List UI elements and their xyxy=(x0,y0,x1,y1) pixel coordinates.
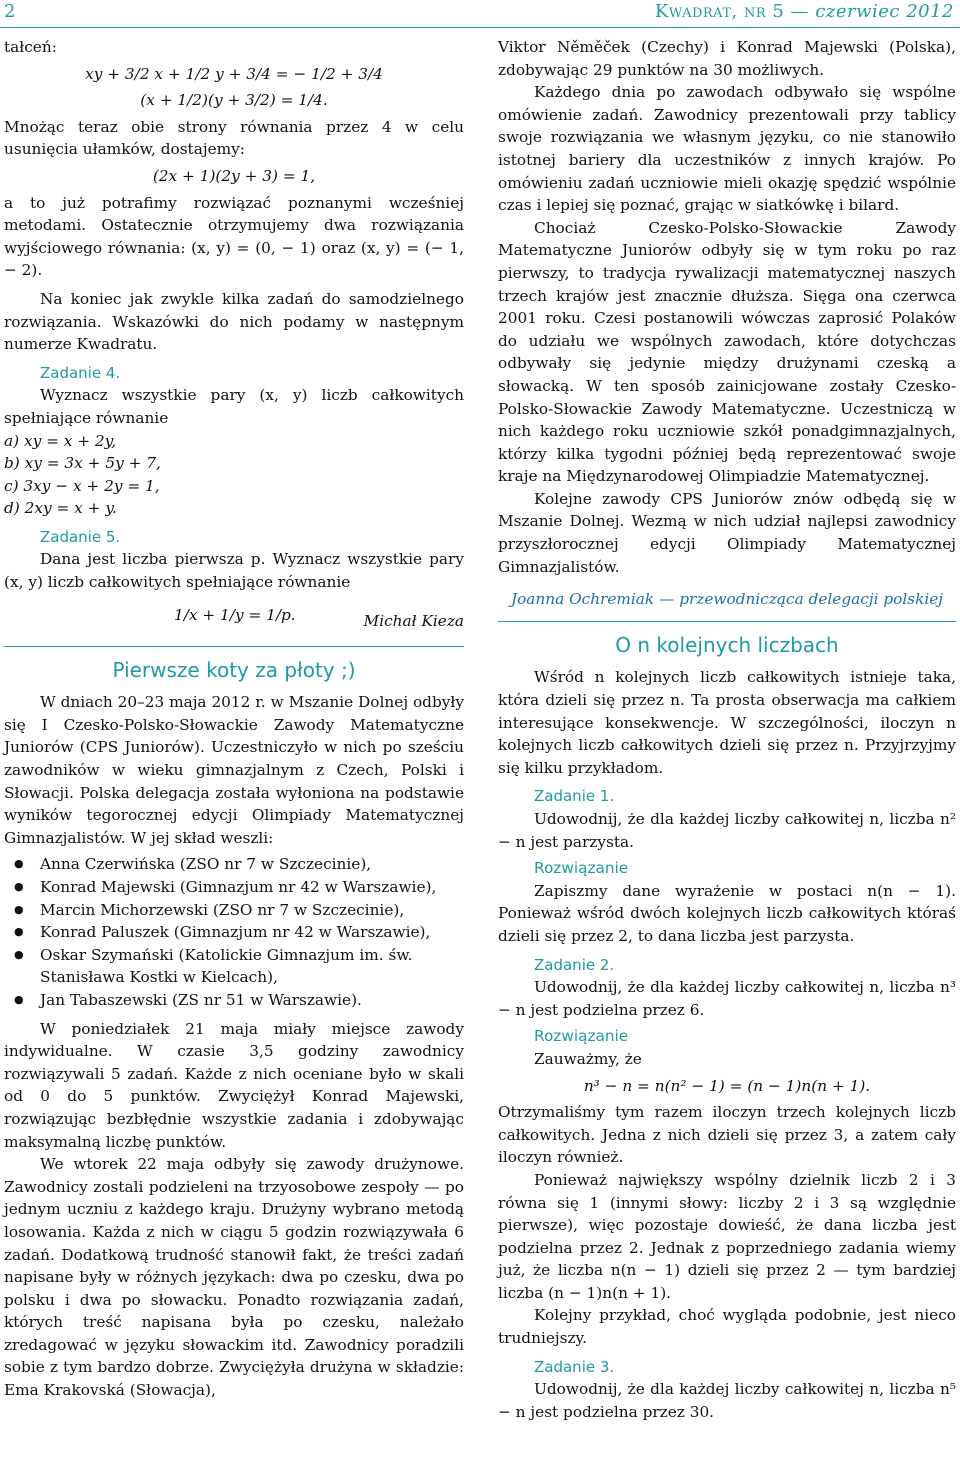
article-paragraph: W poniedziałek 21 maja miały miejsce zawody indywidualne. W czasie 3,5 godziny zawodnicy rozwiązywali 5 zadań. Każde z nich oceniane było w skali od 0 do 5 punktów. Zwyciężył Konrad Majewski, rozwiązując bezbłędnie wszystkie zadania i zdobywając maksymalną liczbę punktów. xyxy=(4,1019,464,1151)
section-divider xyxy=(498,621,956,622)
task-4-item: b) xy = 3x + 5y + 7, xyxy=(4,454,161,473)
journal-name: Kwadrat, nr 5 xyxy=(654,1,785,22)
solution-heading: Rozwiązanie xyxy=(534,1027,629,1046)
left-column xyxy=(4,36,464,1402)
task-3-text: Udowodnij, że dla każdej liczby całkowitej n, liczba n⁵ − n jest podzielna przez 30. xyxy=(498,1380,956,1421)
issue-date: czerwiec 2012 xyxy=(815,1,954,22)
task-5-equation: 1/x + 1/y = 1/p. xyxy=(174,605,296,624)
article-paragraph: Otrzymaliśmy tym razem iloczyn trzech kolejnych liczb całkowitych. Jedna z nich dzieli się przez 3, a zatem cały iloczyn również. xyxy=(498,1103,956,1167)
task-4-text: Wyznacz wszystkie pary (x, y) liczb całkowitych spełniające równanie xyxy=(4,386,464,427)
task-1-heading: Zadanie 1. xyxy=(534,787,615,806)
article-paragraph: We wtorek 22 maja odbyły się zawody drużynowe. Zawodnicy zostali podzieleni na trzyosobowe zespoły — po jednym uczniu z każdego kraju. Drużyny wybrano metodą losowania. Każda z nich w ciągu 5 godzin rozwiązywała 6 zadań. Dodatkową trudność stanowił fakt, że treści zadań napisane były w różnych językach: dwa po czesku, dwa po polsku i dwa po słowacku. Ponadto rozwiązania zadań, których treść napisana była po czesku, należało zredagować w języku słowackim itd. Zawodnicy poradzili sobie z tym bardzo dobrze. Zwyciężyła drużyna w składzie: Ema Krakovská (Słowacja), xyxy=(4,1155,464,1400)
team-list xyxy=(4,853,464,1011)
section-title-pierwsze-koty: Pierwsze koty za płoty ;) xyxy=(112,657,356,682)
paragraph-solutions: a to już potrafimy rozwiązać poznanymi wcześniej metodami. Ostatecznie otrzymujemy dwa rozwiązania wyjściowego równania: (x, y) = (0, − 1) oraz (x, y) = (− 1, − 2). xyxy=(4,193,464,280)
article-paragraph: Każdego dnia po zawodach odbywało się wspólne omówienie zadań. Zawodnicy prezentowali przy tablicy swoje rozwiązania we własnym języku, co nie stanowiło istotnej bariery dla uczestników z innych krajów. Po omówieniu zadań uczniowie mieli okazję spędzić wspólnie czas i lepiej się poznać, grając w siatkówkę i bilard. xyxy=(498,83,956,215)
article-paragraph: Wśród n kolejnych liczb całkowitych istnieje taka, która dzieli się przez n. Ta prosta obserwacja ma całkiem interesujące konsekwencje. W szczególności, iloczyn n kolejnych liczb całkowitych dzieli się przez n. Przyjrzyjmy się kilku przykładom. xyxy=(498,668,956,777)
task-3-heading: Zadanie 3. xyxy=(534,1357,615,1376)
article-paragraph: Kolejne zawody CPS Juniorów znów odbędą się w Mszanie Dolnej. Wezmą w nich udział najlepsi zawodnicy przyszłorocznej edycji Olimpiady Matematycznej Gimnazjalistów. xyxy=(498,489,956,576)
solution-heading: Rozwiązanie xyxy=(534,859,629,878)
task-1-text: Udowodnij, że dla każdej liczby całkowitej n, liczba n² − n jest parzysta. xyxy=(498,810,956,851)
team-member: ● Konrad Majewski (Gimnazjum nr 42 w Warszawie), xyxy=(40,876,464,899)
task-2-equation: n³ − n = n(n² − 1) = (n − 1)n(n + 1). xyxy=(583,1076,871,1095)
right-column xyxy=(498,36,956,1423)
team-member: ● Marcin Michorzewski (ZSO nr 7 w Szczecinie), xyxy=(40,899,464,922)
equation-2: (x + 1/2)(y + 3/2) = 1/4. xyxy=(140,91,328,110)
section-title-kolejne-liczby: O n kolejnych liczbach xyxy=(615,632,839,657)
header-rule xyxy=(0,27,960,28)
section-divider xyxy=(4,646,464,647)
team-member: ● Anna Czerwińska (ZSO nr 7 w Szczecinie), xyxy=(40,853,464,876)
equation-3: (2x + 1)(2y + 3) = 1, xyxy=(152,166,316,185)
intro-fragment: tałceń: xyxy=(4,38,57,56)
journal-title: Kwadrat, nr 5 — czerwiec 2012 xyxy=(654,1,954,22)
article-paragraph: Viktor Něměček (Czechy) i Konrad Majewski (Polska), zdobywając 29 punktów na 30 możliwych. xyxy=(498,38,956,79)
task-4-list xyxy=(4,430,464,520)
task-4-item: d) 2xy = x + y. xyxy=(4,499,117,518)
article-paragraph: Chociaż Czesko-Polsko-Słowackie Zawody Matematyczne Juniorów odbyły się w tym roku po raz pierwszy, to tradycja rywalizacji matematycznej naszych trzech krajów jest znacznie dłuższa. Sięga ona czerwca 2001 roku. Czesi postanowili wówczas zaprosić Polaków do udziału we wspólnych zawodach, które dotychczas odbywały się jedynie między drużynami czeską a słowacką. W ten sposób zainicjowane zostały Czesko-Polsko-Słowackie Zawody Matematyczne. Uczestniczą w nich każdego roku uczniowie szkół ponadgimnazjalnych, którzy kilka tygodni później będą reprezentować swoje kraje na Międzynarodowej Olimpiadzie Matematycznej. xyxy=(498,218,956,486)
task-4-item: a) xy = x + 2y, xyxy=(4,431,117,450)
article-paragraph: Kolejny przykład, choć wygląda podobnie, jest nieco trudniejszy. xyxy=(498,1306,956,1348)
equation-1: xy + 3/2 x + 1/2 y + 3/4 = − 1/2 + 3/4 xyxy=(85,64,383,83)
task-2-heading: Zadanie 2. xyxy=(534,955,615,974)
team-member: ● Oskar Szymański (Katolickie Gimnazjum im. św. Stanisława Kostki w Kielcach), xyxy=(40,944,464,989)
task-2-text: Udowodnij, że dla każdej liczby całkowitej n, liczba n³ − n jest podzielna przez 6. xyxy=(498,978,956,1019)
team-member: ● Konrad Paluszek (Gimnazjum nr 42 w Warszawie), xyxy=(40,921,464,944)
paragraph-homework: Na koniec jak zwykle kilka zadań do samodzielnego rozwiązania. Wskazówki do nich podamy w następnym numerze Kwadratu. xyxy=(4,289,464,354)
author-signature: Michał Kieza xyxy=(363,611,464,630)
task-5-heading: Zadanie 5. xyxy=(40,527,121,546)
task-2-solution-intro: Zauważmy, że xyxy=(534,1049,642,1068)
task-5-equation-row xyxy=(4,598,464,636)
running-header xyxy=(0,0,960,26)
paragraph-multiply: Mnożąc teraz obie strony równania przez 4 w celu usunięcia ułamków, dostajemy: xyxy=(4,117,464,159)
task-4-item: c) 3xy − x + 2y = 1, xyxy=(4,476,160,495)
article-paragraph: Ponieważ największy wspólny dzielnik liczb 2 i 3 równa się 1 (innymi słowy: liczby 2 i 3 są względnie pierwsze), więc pozostaje dowieść, że dana liczba jest podzielna przez 2. Jednak z poprzedniego zadania wiemy już, że liczba n(n − 1) dzieli się przez 2 — tym bardziej liczba (n − 1)n(n + 1). xyxy=(498,1170,956,1302)
task-1-solution: Zapiszmy dane wyrażenie w postaci n(n − 1). Ponieważ wśród dwóch kolejnych liczb całkowitych któraś dzieli się przez 2, to dana liczba jest parzysta. xyxy=(498,881,956,945)
task-4-heading: Zadanie 4. xyxy=(40,363,121,382)
task-5-text: Dana jest liczba pierwsza p. Wyznacz wszystkie pary (x, y) liczb całkowitych spełniające równanie xyxy=(4,550,464,592)
team-member: ● Jan Tabaszewski (ZS nr 51 w Warszawie). xyxy=(40,989,464,1012)
page-number: 2 xyxy=(4,1,16,22)
article-paragraph: W dniach 20–23 maja 2012 r. w Mszanie Dolnej odbyły się I Czesko-Polsko-Słowackie Zawody Matematyczne Juniorów (CPS Juniorów). Uczestniczyło w nich po sześciu zawodników w wieku gimnazjalnym z Czech, Polski i Słowacji. Polska delegacja została wyłoniona na podstawie wyników tegorocznej edycji Olimpiady Matematycznej Gimnazjalistów. W jej skład weszli: xyxy=(4,693,464,847)
delegation-signature: Joanna Ochremiak — przewodnicząca delegacji polskiej xyxy=(510,590,944,609)
